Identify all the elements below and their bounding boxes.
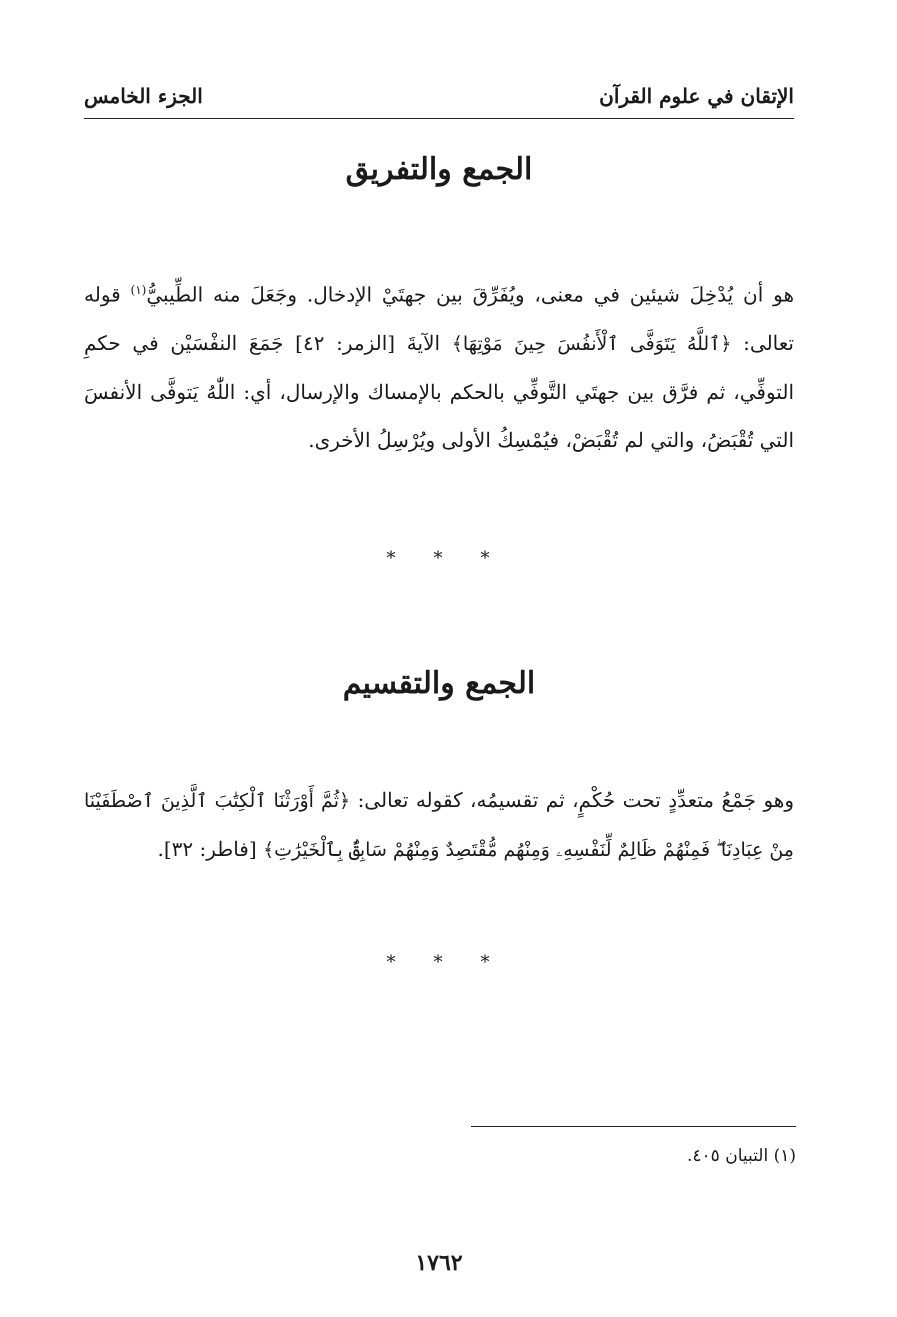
- section-title-jam-tafriq: الجمع والتفريق: [345, 152, 533, 187]
- header-part-label: الجزء الخامس: [84, 84, 203, 108]
- separator-star: *: [386, 952, 398, 973]
- separator-star: *: [433, 548, 445, 569]
- separator-star: *: [480, 548, 492, 569]
- footnote-text: (١) التبيان ٤٠٥.: [687, 1146, 796, 1166]
- header-book-title: الإتقان في علوم القرآن: [599, 84, 794, 108]
- section2-text-citation: [فاطر: ٣٢].: [157, 837, 264, 861]
- separator-star: *: [480, 952, 492, 973]
- section1-text-intro: هو أن يُدْخِلَ شيئين في معنى، ويُفَرِّقَ بين جهتَيْ الإدخال. وجَعَلَ منه الطِّيبيُّ: [146, 282, 794, 307]
- section1-text-body: الآيةَ [الزمر: ٤٢] جَمَعَ النفْسَيْن في حكمِ التوفِّي، ثم فرَّق بين جهتَي التَّوفِّي بالحكم بالإمساك والإرسال، أي: اللّٰهُ يَتوفَّى الأنفسَ التي تُقْبَضُ، والتي لم تُقْبَضْ، فيُمْسِكُ الأولى ويُرْسِلُ الأخرى.: [84, 330, 794, 452]
- separator-star: *: [433, 952, 445, 973]
- running-header: [84, 78, 794, 119]
- section2-text-lead: وهو جَمْعُ متعدِّدٍ تحت حُكْمٍ، ثم تقسيمُه، كقوله تعالى:: [350, 788, 794, 812]
- separator-stars-2: [84, 952, 794, 973]
- separator-star: *: [386, 548, 398, 569]
- page-number: ١٧٦٢: [415, 1250, 463, 1276]
- footnote-divider: [471, 1126, 796, 1127]
- section1-paragraph: [84, 266, 794, 464]
- section2-paragraph: [84, 776, 794, 874]
- footnote-reference: (١): [130, 283, 147, 297]
- section1-quran-verse: ﴿ٱللَّهُ يَتَوَفَّى ٱلْأَنفُسَ حِينَ مَوْتِهَا﴾: [451, 332, 732, 355]
- section-title-jam-taqsim: الجمع والتقسيم: [342, 666, 536, 701]
- section2-quran-verse: ﴿ثُمَّ أَوْرَثْنَا ٱلْكِتَٰبَ ٱلَّذِينَ ٱصْطَفَيْنَا مِنْ عِبَادِنَا ۖ فَمِنْهُمْ ظَالِمٌ لِّنَفْسِهِۦ وَمِنْهُم مُّقْتَصِدٌ وَمِنْهُمْ سَابِقٌۢ بِٱلْخَيْرَٰتِ﴾: [84, 790, 794, 861]
- separator-stars-1: [84, 548, 794, 569]
- section1-text-lead: قوله تعالى:: [84, 282, 794, 355]
